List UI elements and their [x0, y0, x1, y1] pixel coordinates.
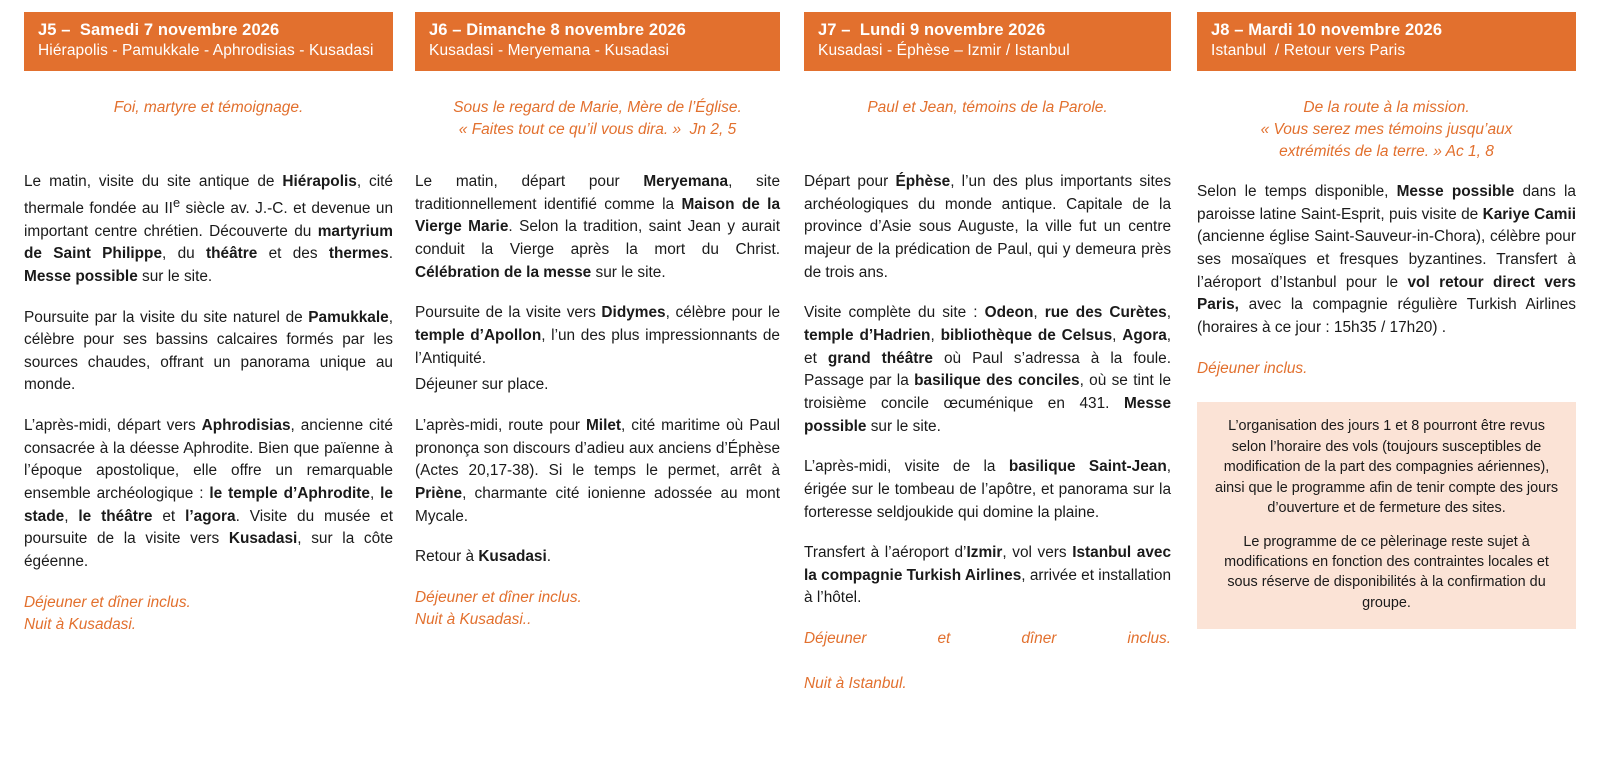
- paragraph: [24, 307, 393, 398]
- paragraph: [804, 542, 1171, 610]
- body-text: Visite complète du site :: [804, 304, 985, 322]
- emphasis-text: théâtre: [205, 245, 258, 263]
- body-text: e: [172, 194, 181, 210]
- body-text: et: [152, 507, 186, 525]
- paragraph: [24, 415, 393, 573]
- body-text: , célèbre pour le: [665, 304, 781, 322]
- emphasis-text: Izmir: [966, 544, 1003, 562]
- body-text: , site traditionnellement identifié comme la: [415, 173, 781, 213]
- emphasis-text: Messe possible: [804, 394, 1172, 435]
- emphasis-text: Odeon: [984, 304, 1034, 322]
- meal-note: Nuit à Kusadasi.: [24, 616, 137, 634]
- body-text: sur le site.: [591, 263, 666, 281]
- body-text: , charmante cité ionienne adossée au mont Mycale.: [415, 484, 781, 525]
- day-route: Istanbul / Retour vers Paris: [1211, 42, 1406, 60]
- emphasis-text: Agora: [1122, 327, 1167, 345]
- body-text: , sur la côte égéenne.: [24, 530, 393, 570]
- body-text: L’après-midi, visite de la: [804, 458, 1009, 476]
- emphasis-text: thermes: [328, 245, 389, 263]
- paragraph: [415, 302, 780, 370]
- day-route: Hiérapolis - Pamukkale - Aphrodisias - Kusadasi: [38, 42, 374, 60]
- theme-line: « Vous serez mes témoins jusqu’aux: [1260, 121, 1513, 139]
- disclaimer-paragraph: L’organisation des jours 1 et 8 pourront être revus selon l’horaire des vols (toujours susceptibles de modification de la part des compagnies aériennes), ainsi que le programme afin de tenir compte des jours d’ouverture et de fermeture des sites.: [1214, 418, 1559, 517]
- body-text: , érigée sur le tombeau de l’apôtre, et panorama sur la forteresse seldjoukide qui domine la plaine.: [804, 458, 1172, 521]
- body-text: . Selon la tradition, saint Jean y aurait conduit la Vierge après la mort du Christ.: [415, 218, 781, 259]
- body-text: , et: [804, 327, 1172, 367]
- day-title: J7 – Lundi 9 novembre 2026: [818, 21, 1046, 39]
- theme-line: extrémités de la terre. » Ac 1, 8: [1279, 143, 1494, 161]
- emphasis-text: le théâtre: [78, 507, 153, 525]
- body-text: .: [546, 548, 552, 566]
- meal-note: Déjeuner et dîner inclus.: [415, 588, 582, 606]
- emphasis-text: basilique Saint-Jean: [1008, 458, 1167, 476]
- theme-line: « Faites tout ce qu’il vous dira. » Jn 2, 5: [458, 121, 737, 139]
- emphasis-text: basilique des conciles: [914, 372, 1080, 390]
- body-text: siècle av. J.-C. et devenue un important centre chrétien. Découverte du: [24, 199, 394, 240]
- paragraph: [415, 374, 780, 397]
- body-text: et des: [257, 245, 329, 263]
- emphasis-text: Célébration de la messe: [415, 263, 592, 281]
- emphasis-text: Éphèse: [895, 173, 951, 191]
- theme-line: Paul et Jean, témoins de la Parole.: [867, 99, 1108, 117]
- emphasis-text: rue des Curètes: [1044, 304, 1167, 322]
- emphasis-text: Messe possible: [24, 267, 138, 285]
- day-theme-j6: [421, 97, 774, 153]
- day-header-j6: [415, 12, 780, 71]
- emphasis-text: Didymes: [601, 304, 666, 322]
- emphasis-text: temple d’Apollon: [415, 327, 542, 345]
- disclaimer-note-box: [1197, 402, 1576, 629]
- day-column-j8: [1185, 12, 1576, 776]
- emphasis-text: Kusadasi: [228, 530, 298, 548]
- emphasis-text: Milet: [585, 416, 622, 434]
- day-route: Kusadasi - Éphèse – Izmir / Istanbul: [818, 42, 1070, 60]
- theme-line: Foi, martyre et témoignage.: [113, 99, 304, 117]
- day-theme-j8: [1203, 97, 1570, 163]
- meal-note: Nuit à Kusadasi..: [415, 611, 532, 629]
- body-text: , célèbre pour ses bassins calcaires formés par les sources chaudes, offrant un panorama unique au monde.: [24, 308, 393, 394]
- body-text: Transfert à l’aéroport d’: [804, 544, 967, 562]
- meal-note: Nuit à Istanbul.: [804, 675, 907, 693]
- body-text: , du: [162, 245, 206, 263]
- body-text: ,: [369, 485, 381, 502]
- day-body-j7: [804, 171, 1171, 696]
- paragraph: [804, 456, 1171, 524]
- emphasis-text: Meryemana: [643, 173, 729, 191]
- emphasis-text: Kusadasi: [478, 548, 547, 566]
- theme-line: De la route à la mission.: [1303, 99, 1470, 117]
- body-text: ,: [1112, 327, 1123, 345]
- emphasis-text: Istanbul avec la compagnie Turkish Airlines: [804, 544, 1172, 584]
- body-text: sur le site.: [137, 267, 213, 285]
- day-body-j6: [415, 171, 780, 632]
- body-text: (ancienne église Saint-Sauveur-in-Chora), célèbre pour ses mosaïques et fresques byzantines. Transfert à l’aéroport d’Istanbul pour le: [1197, 228, 1576, 291]
- body-text: Poursuite de la visite vers: [415, 304, 602, 322]
- day-theme-j5: [30, 97, 387, 153]
- body-text: avec la compagnie régulière Turkish Airlines (horaires à ce jour : 15h35 / 17h20) .: [1197, 296, 1576, 337]
- day-title: J8 – Mardi 10 novembre 2026: [1211, 21, 1443, 39]
- day-body-j8: [1197, 181, 1576, 629]
- body-text: , où se tint le troisième concile œcuménique en 431.: [804, 372, 1172, 412]
- body-text: , vol vers: [1002, 544, 1073, 562]
- body-text: Le matin, départ pour: [415, 173, 644, 191]
- day-title: J6 – Dimanche 8 novembre 2026: [429, 21, 686, 39]
- body-text: Le matin, visite du site antique de: [24, 173, 283, 191]
- day-body-j5: [24, 171, 393, 637]
- meal-note: Déjeuner et dîner inclus.: [804, 630, 1172, 648]
- body-text: ,: [1166, 304, 1172, 322]
- body-text: , l’un des plus impressionnants de l’Antiquité.: [415, 327, 780, 367]
- day-header-j7: [804, 12, 1171, 71]
- emphasis-text: Pamukkale: [308, 308, 389, 326]
- paragraph: [1197, 181, 1576, 339]
- paragraph: [415, 546, 780, 569]
- emphasis-text: Priène: [415, 484, 463, 502]
- day-column-j5: [24, 12, 407, 776]
- paragraph: [415, 171, 780, 284]
- emphasis-text: temple d’Hadrien: [804, 327, 931, 345]
- body-text: , cité maritime où Paul prononça son discours d’adieu aux anciens d’Éphèse (Actes 20,17-38). Si le temps le permet, arrêt à: [415, 416, 781, 480]
- disclaimer-paragraph: Le programme de ce pèlerinage reste sujet à modifications en fonction des contraintes locales et sous réserve de disponibilités à la confirmation du groupe.: [1224, 533, 1549, 611]
- body-text: Selon le temps disponible,: [1197, 183, 1397, 201]
- day-theme-j7: [810, 97, 1165, 153]
- body-text: L’après-midi, route pour: [415, 416, 586, 434]
- emphasis-text: le stade: [24, 485, 393, 525]
- emphasis-text: Aphrodisias: [201, 417, 291, 435]
- meal-note: Déjeuner inclus.: [1197, 359, 1308, 377]
- paragraph: [804, 171, 1171, 284]
- body-text: Poursuite par la visite du site naturel de: [24, 308, 309, 326]
- paragraph: [24, 171, 393, 288]
- body-text: ,: [64, 507, 79, 525]
- emphasis-text: Kariye Camii: [1482, 205, 1576, 223]
- body-text: , ancienne cité consacrée à la déesse Aphrodite. Bien que païenne à l’époque apostolique, elle offre un remarquable ensemble archéologique :: [24, 417, 393, 502]
- body-text: , l’un des plus importants sites archéologiques du monde antique. Capitale de la province d’Asie sous Auguste, la ville fut un centre majeur de la prédication de Paul, qui y demeura près de trois ans.: [804, 173, 1172, 281]
- emphasis-text: bibliothèque de Celsus: [940, 327, 1113, 345]
- emphasis-text: Messe possible: [1396, 183, 1515, 201]
- emphasis-text: Hiérapolis: [282, 173, 357, 191]
- day-column-j7: [796, 12, 1185, 776]
- body-text: Déjeuner sur place.: [415, 376, 549, 394]
- emphasis-text: grand théâtre: [827, 349, 933, 367]
- body-text: où Paul s’adressa à la foule. Passage par la: [804, 349, 1172, 390]
- day-column-j6: [407, 12, 796, 776]
- body-text: , cité thermale fondée au II: [24, 173, 393, 217]
- paragraph: [415, 415, 780, 528]
- body-text: ,: [930, 327, 941, 345]
- body-text: L’après-midi, départ vers: [24, 417, 202, 435]
- emphasis-text: Maison de la Vierge Marie: [415, 195, 781, 236]
- body-text: Retour à: [415, 548, 479, 566]
- emphasis-text: martyrium de Saint Philippe: [24, 222, 393, 263]
- emphasis-text: vol retour direct vers Paris,: [1197, 273, 1576, 314]
- theme-line: Sous le regard de Marie, Mère de l’Église.: [453, 99, 742, 117]
- body-text: dans la paroisse latine Saint-Esprit, puis visite de: [1197, 183, 1576, 223]
- day-route: Kusadasi - Meryemana - Kusadasi: [429, 42, 670, 60]
- body-text: Départ pour: [804, 173, 896, 191]
- emphasis-text: l’agora: [185, 507, 236, 525]
- emphasis-text: le temple d’Aphrodite: [209, 485, 370, 502]
- meal-note: Déjeuner et dîner inclus.: [24, 593, 191, 611]
- paragraph: [804, 302, 1171, 438]
- body-text: ,: [1033, 304, 1045, 322]
- body-text: .: [388, 245, 393, 263]
- day-header-j5: [24, 12, 393, 71]
- day-title: J5 – Samedi 7 novembre 2026: [38, 21, 280, 39]
- body-text: sur le site.: [866, 417, 941, 435]
- body-text: . Visite du musée et poursuite de la visite vers: [24, 507, 393, 548]
- day-header-j8: [1197, 12, 1576, 71]
- body-text: , arrivée et installation à l’hôtel.: [804, 566, 1172, 607]
